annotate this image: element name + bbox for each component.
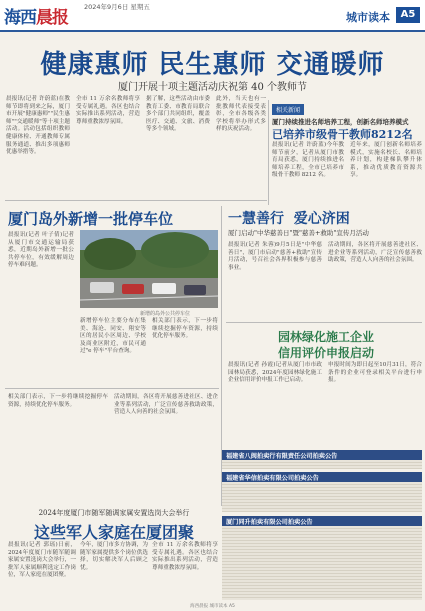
parking-lot-image [80,230,218,308]
ad-body-2 [222,482,422,512]
charity-headline [228,208,424,228]
main-headline: 健康惠师 民生惠师 交通暖师 [40,50,385,80]
charity-headline-a: 一慧善行 [228,211,284,227]
ad-title-2: 福建省华信拍卖有限公司拍卖公告 [222,472,422,483]
soldier-col-2: 今年，厦门市多方协调，为随军家属提供多个岗位供选择，切实解决军人后顾之忧。 [80,542,148,571]
soldier-col-1: 晨报讯(记者 郭瑶)日前，2024年度厦门市随军随调家属安置选岗大会举行，一批军人家属顺利选定工作岗位，军人家庭在厦团聚。 [8,542,76,579]
credit-col-1: 晨报讯(记者 孙霞)记者从厦门市市政园林局获悉，2024年度园林绿化施工企业信用评价申报工作已启动。 [228,362,322,384]
parking-headline: 厦门岛外新增一批停车位 [8,210,174,228]
charity-headline-b: 爱心济困 [293,211,350,227]
soldier-headline: 这些军人家庭在厦团聚 [33,523,194,542]
side-story-col-2: 近年来，厦门创新名师培养模式，实施名校长、名师培养计划，构建梯队攀升体系，推动优质教育资源共享。 [350,142,422,179]
section-name: 城市读本 [346,11,390,24]
charity-col-2: 活动期间，各区将开展慈善进社区、进企业等系列活动，广泛宣传慈善救助政策，营造人人向善的社会氛围。 [328,242,422,264]
soldier-kicker: 2024年度厦门市随军随调家属安置选岗大会举行 [38,509,190,517]
ad-title-1: 福建省八闽拍卖行有限责任公司拍卖公告 [222,450,422,461]
parking-photo [80,230,218,308]
main-story-col-4: 此外，当天也有一批教师代表接受表彰，全市各级各类学校将举办形式多样的庆祝活动。 [216,96,266,133]
newspaper-logo: 海西晨报 [4,8,68,28]
divider-line [226,322,422,323]
credit-col-2: 申报时间为即日起至10月31日，符合条件的企业可登录相关平台进行申报。 [328,362,422,384]
main-story-col-3: 据了解，这些活动由市委教育工委、市教育局联合多个部门共同组织，覆盖医疗、交通、文旅、消费等多个领域。 [146,96,210,133]
main-subhead: 厦门开展十项主题活动庆祝第 40 个教师节 [117,82,308,93]
page-footer: 海西晨报 城市读本 A5 [190,604,235,609]
side-story-headline: 已培养市级骨干教师8212名 [272,128,413,141]
parking-col-1: 晨报讯(记者 叶子倩)记者从厦门市交通运输局获悉，近期岛外新增一批公共停车位，有效缓解周边停车难问题。 [8,232,74,269]
divider-line [5,200,267,201]
ad-title-3: 厦门同升拍卖有限公司拍卖公告 [222,516,422,527]
credit-headline-b: 信用评价申报启动 [277,346,374,360]
page-number: A5 [396,7,420,23]
credit-headline-a: 园林绿化施工企业 [277,330,374,344]
divider-line [5,388,219,389]
ad-body-3 [222,526,422,600]
ad-body-1 [222,460,422,469]
side-story-kicker: 厦门持续推进名师培养工程，创新名师培养模式 [272,118,409,126]
main-story-col-1: 晨报讯(记者 许蔚蓝)在教师节即将到来之际，厦门市开展"健康惠师""民生惠师""交通暖师"等十项主题活动。活动包括组织教师健康体检、开通教师专属服务通道、推出多项惠师优惠举措等。 [6,96,70,156]
divider-line [268,100,269,205]
parking-col-2: 新增停车位主要分布在集美、海沧、同安、翔安等区的居民小区周边、学校及商业区附近，市民可通过"e 停车"平台查询。 [80,318,146,355]
related-news-tag: 相关新闻 [272,104,304,115]
charity-subhead: 厦门启动"中华慈善日"暨"慈善+救助"宣传月活动 [228,229,369,237]
side-story-col-1: 晨报讯(记者 许蔚蓝)今年教师节前夕，记者从厦门市教育局获悉，厦门持续推进名师培养工程，全市已培养市级骨干教师 8212 名。 [272,142,344,179]
soldier-prev-col-1: 相关部门表示，下一步将继续挖掘停车资源，持续优化停车服务。 [8,394,108,408]
issue-date: 2024年9月6日 星期五 [84,3,150,11]
soldier-col-3: 全市 11 万余名教师将享受专属礼遇。各区也结合实际推出系列活动，营造尊师重教浓厚氛围。 [152,542,218,571]
charity-col-1: 晨报讯(记者 朱蓉)9月5日是"中华慈善日"，厦门市启动"慈善+救助"宣传月活动，号召社会各界积极参与慈善事业。 [228,242,322,271]
soldier-prev-col-2: 活动期间，各区将开展慈善进社区、进企业等系列活动，广泛宣传慈善救助政策，营造人人向善的社会氛围。 [114,394,218,416]
parking-photo-caption: 新增的岛外公共停车位 [140,311,191,317]
main-story-col-2: 全市 11 万余名教师将享受专属礼遇。各区也结合实际推出系列活动，营造尊师重教浓厚氛围。 [76,96,140,125]
parking-col-3: 相关部门表示，下一步将继续挖掘停车资源，持续优化停车服务。 [152,318,218,340]
masthead [0,0,425,32]
